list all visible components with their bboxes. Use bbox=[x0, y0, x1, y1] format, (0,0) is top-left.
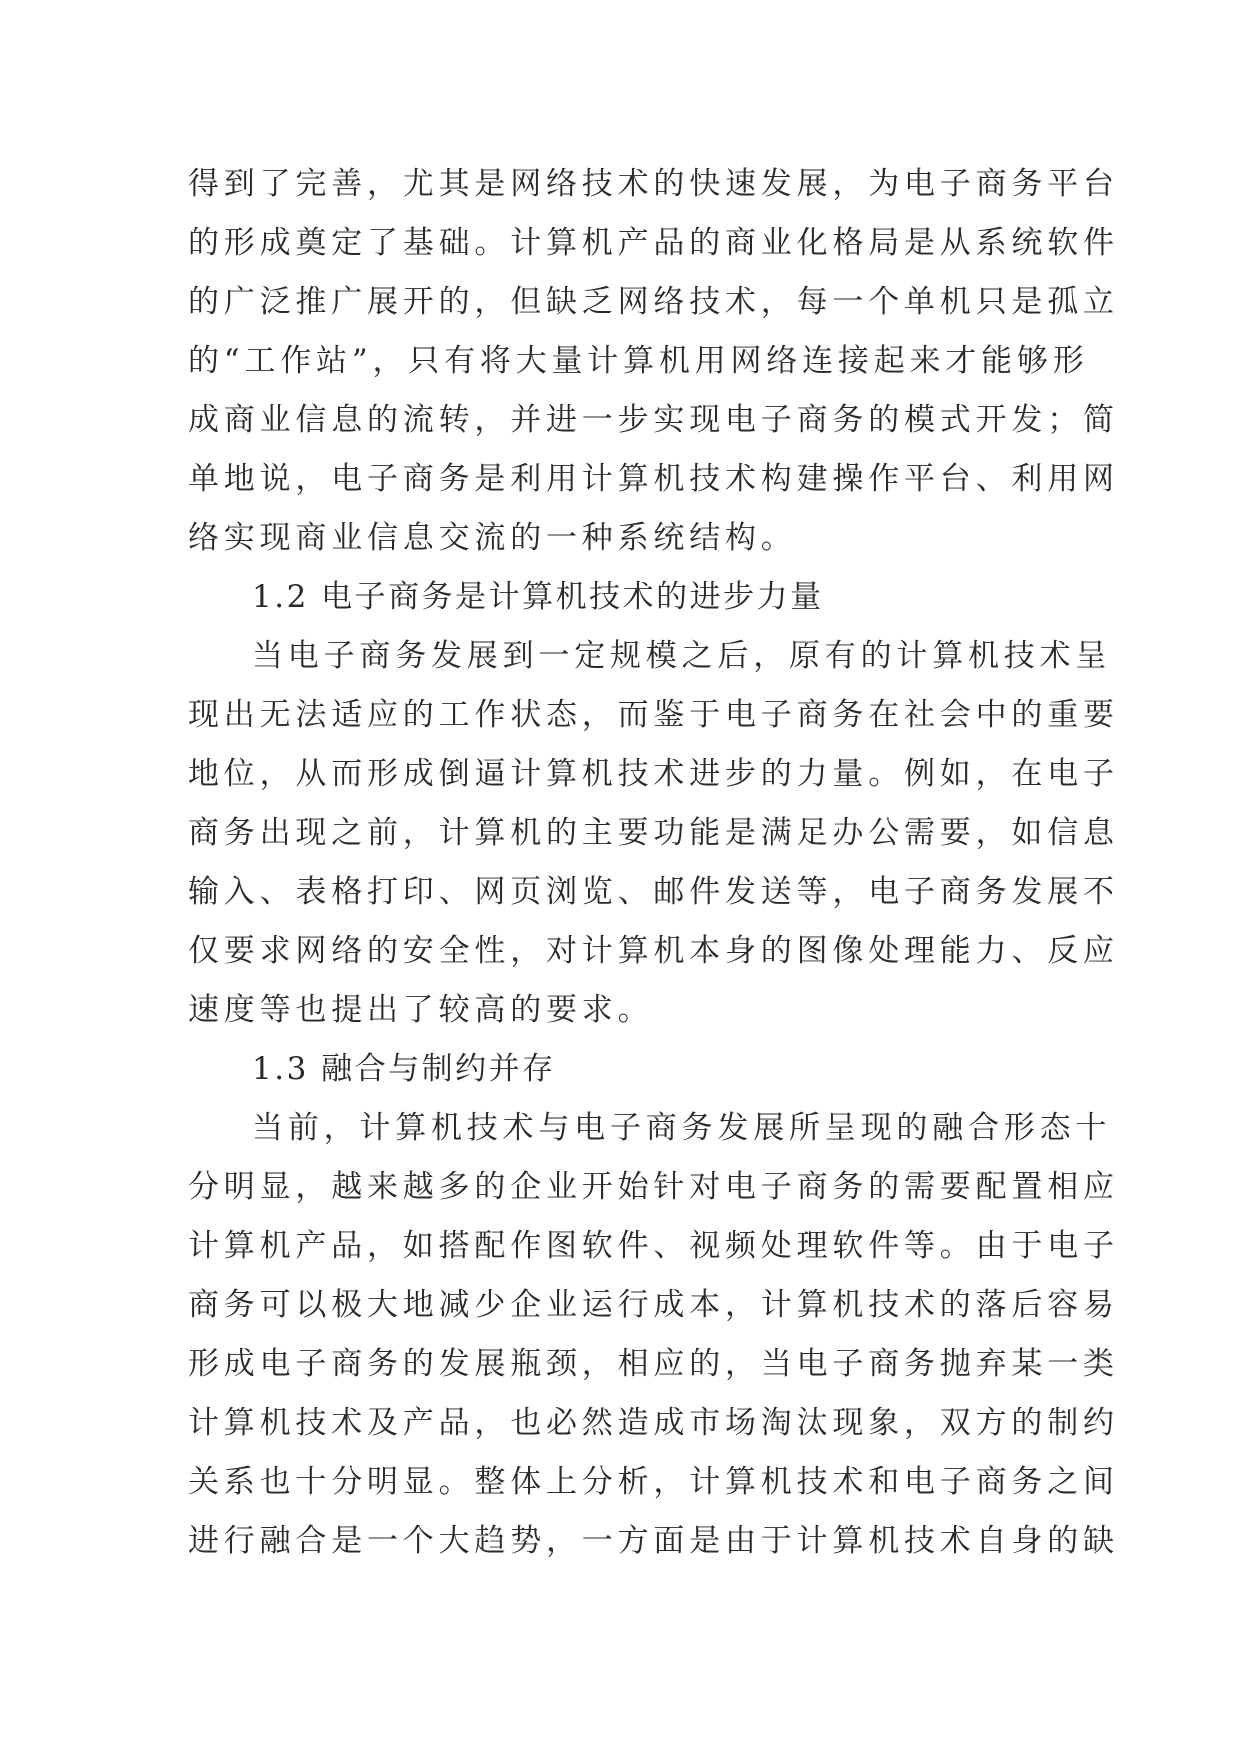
text-line: 得到了完善，尤其是网络技术的快速发展，为电子商务平台 bbox=[188, 166, 1119, 202]
text-line: 的“工作站”，只有将大量计算机用网络连接起来才能够形 bbox=[188, 343, 1089, 379]
paragraph-section-1-2 bbox=[188, 627, 1119, 1040]
text-line: 进行融合是一个大趋势，一方面是由于计算机技术自身的缺 bbox=[188, 1523, 1119, 1559]
paragraph-section-1-3 bbox=[188, 1099, 1119, 1571]
text-line: 输入、表格打印、网页浏览、邮件发送等，电子商务发展不 bbox=[188, 874, 1119, 910]
text-line: 商务出现之前，计算机的主要功能是满足办公需要，如信息 bbox=[188, 815, 1119, 851]
text-line: 形成电子商务的发展瓶颈，相应的，当电子商务抛弃某一类 bbox=[188, 1346, 1119, 1382]
text-line: 当电子商务发展到一定规模之后，原有的计算机技术呈 bbox=[252, 638, 1112, 674]
text-line: 计算机技术及产品，也必然造成市场淘汰现象，双方的制约 bbox=[188, 1405, 1119, 1441]
text-line: 的形成奠定了基础。计算机产品的商业化格局是从系统软件 bbox=[188, 225, 1119, 261]
paragraph-continuation bbox=[188, 155, 1119, 568]
text-line: 地位，从而形成倒逼计算机技术进步的力量。例如，在电子 bbox=[188, 756, 1119, 792]
text-line: 速度等也提出了较高的要求。 bbox=[188, 992, 654, 1028]
section-heading-1-3: 1.3 融合与制约并存 bbox=[252, 1051, 556, 1087]
text-line: 仅要求网络的安全性，对计算机本身的图像处理能力、反应 bbox=[188, 933, 1119, 969]
text-line: 商务可以极大地减少企业运行成本，计算机技术的落后容易 bbox=[188, 1287, 1119, 1323]
text-line: 成商业信息的流转，并进一步实现电子商务的模式开发；简 bbox=[188, 402, 1119, 438]
text-line: 当前，计算机技术与电子商务发展所呈现的融合形态十 bbox=[252, 1110, 1112, 1146]
text-line: 单地说，电子商务是利用计算机技术构建操作平台、利用网 bbox=[188, 461, 1119, 497]
section-heading-1-2: 1.2 电子商务是计算机技术的进步力量 bbox=[252, 579, 824, 615]
text-line: 络实现商业信息交流的一种系统结构。 bbox=[188, 520, 797, 556]
text-line: 计算机产品，如搭配作图软件、视频处理软件等。由于电子 bbox=[188, 1228, 1119, 1264]
text-line: 分明显，越来越多的企业开始针对电子商务的需要配置相应 bbox=[188, 1169, 1119, 1205]
text-line: 的广泛推广展开的，但缺乏网络技术，每一个单机只是孤立 bbox=[188, 284, 1119, 320]
document-body bbox=[188, 155, 1119, 1571]
text-line: 现出无法适应的工作状态，而鉴于电子商务在社会中的重要 bbox=[188, 697, 1119, 733]
text-line: 关系也十分明显。整体上分析，计算机技术和电子商务之间 bbox=[188, 1464, 1119, 1500]
